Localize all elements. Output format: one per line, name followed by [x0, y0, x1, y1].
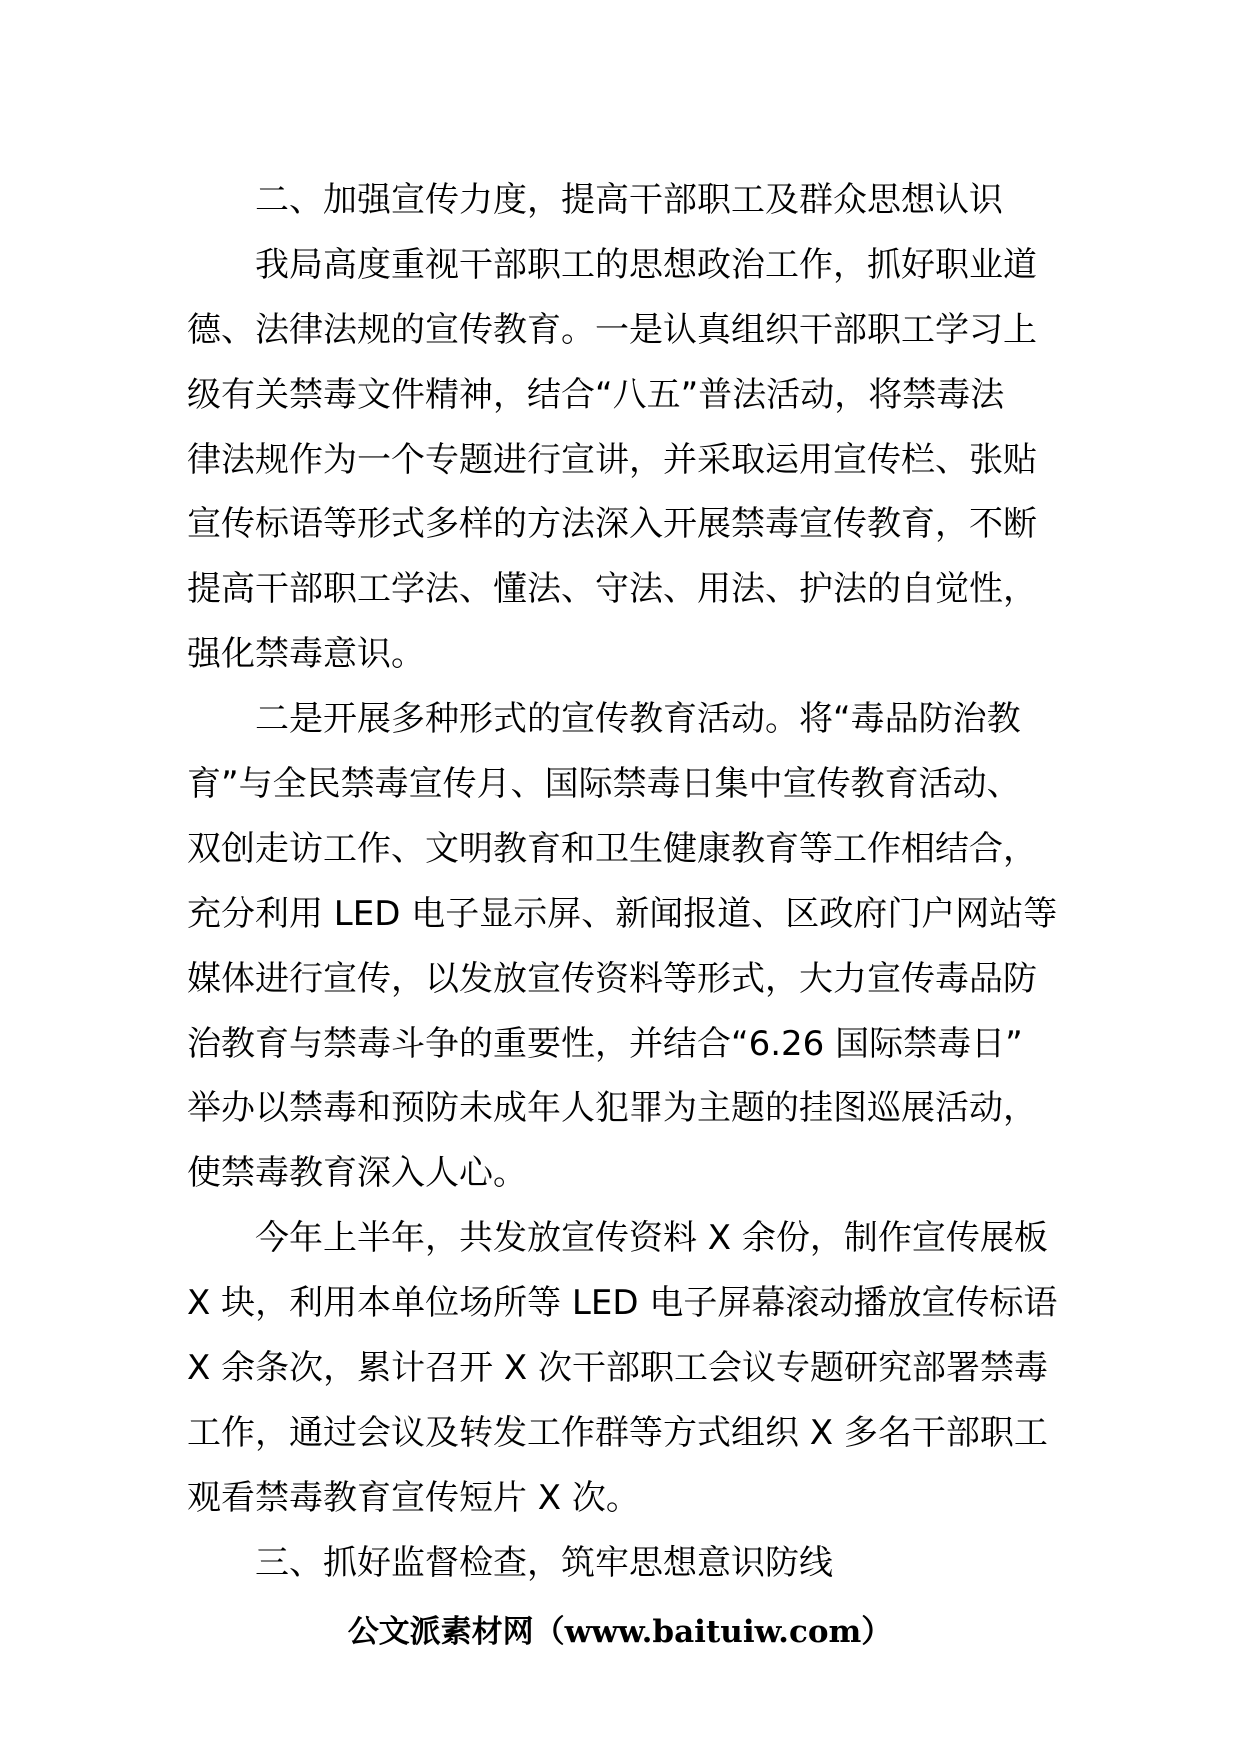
- paragraph-line: 媒体进行宣传，以发放宣传资料等形式，大力宣传毒品防: [187, 958, 1037, 999]
- paragraph-line: 充分利用 LED 电子显示屏、新闻报道、区政府门户网站等: [187, 893, 1058, 934]
- paragraph-line: 举办以禁毒和预防未成年人犯罪为主题的挂图巡展活动，: [187, 1088, 1037, 1129]
- paragraph-line: X 块，利用本单位场所等 LED 电子屏幕滚动播放宣传标语: [187, 1283, 1058, 1324]
- paragraph: [187, 687, 1058, 1206]
- paragraph-line: 提高干部职工学法、懂法、守法、用法、护法的自觉性，: [187, 569, 1037, 610]
- paragraph-line: X 余条次，累计召开 X 次干部职工会议专题研究部署禁毒: [187, 1348, 1049, 1389]
- section-heading: 二、加强宣传力度，提高干部职工及群众思想认识: [255, 180, 1003, 220]
- paragraph-line: 我局高度重视干部职工的思想政治工作，抓好职业道: [255, 244, 1037, 285]
- paragraph-line: 双创走访工作、文明教育和卫生健康教育等工作相结合，: [187, 828, 1037, 869]
- paragraph-line: 德、法律法规的宣传教育。一是认真组织干部职工学习上: [187, 309, 1037, 350]
- section-heading: 三、抓好监督检查，筑牢思想意识防线: [255, 1542, 833, 1583]
- paragraph: [187, 1206, 1058, 1530]
- footer-watermark: 公文派素材网（www.baituiw.com）: [347, 1614, 893, 1650]
- paragraph-line: 育”与全民禁毒宣传月、国际禁毒日集中宣传教育活动、: [187, 764, 1021, 805]
- paragraph-line: 今年上半年，共发放宣传资料 X 余份，制作宣传展板: [255, 1218, 1048, 1259]
- paragraph-line: 二是开展多种形式的宣传教育活动。将“毒品防治教: [255, 699, 1021, 740]
- paragraph-line: 使禁毒教育深入人心。: [187, 1153, 527, 1194]
- paragraph-line: 治教育与禁毒斗争的重要性，并结合“6.26 国际禁毒日”: [187, 1023, 1023, 1064]
- document-body: [187, 168, 1058, 1596]
- paragraph-line: 律法规作为一个专题进行宣讲，并采取运用宣传栏、张贴: [187, 439, 1037, 480]
- paragraph-line: 级有关禁毒文件精神，结合“八五”普法活动，将禁毒法: [187, 374, 1005, 415]
- paragraph-line: 宣传标语等形式多样的方法深入开展禁毒宣传教育，不断: [187, 504, 1037, 545]
- paragraph: [187, 233, 1055, 687]
- paragraph-line: 工作，通过会议及转发工作群等方式组织 X 多名干部职工: [187, 1412, 1048, 1453]
- paragraph-line: 强化禁毒意识。: [187, 634, 425, 675]
- paragraph-line: 观看禁毒教育宣传短片 X 次。: [187, 1477, 640, 1518]
